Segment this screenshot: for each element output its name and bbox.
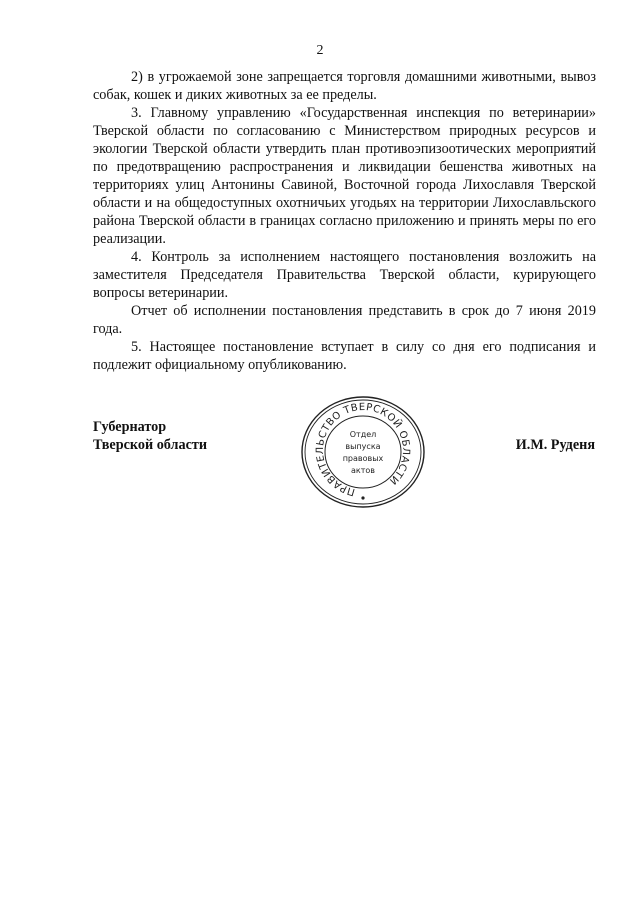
paragraph-report-deadline: Отчет об исполнении постановления представить в срок до 7 июня 2019 года. [93,303,596,337]
document-body [93,68,596,374]
paragraph-item-5: 5. Настоящее постановление вступает в силу со дня его подписания и подлежит официальному опубликованию. [93,339,596,373]
stamp-center-line2: выпуска [345,442,381,451]
paragraph-item-4: 4. Контроль за исполнением настоящего постановления возложить на заместителя Председателя Правительства Тверской области, курирующего вопросы ветеринарии. [93,249,596,301]
stamp-center-line1: Отдел [349,430,377,439]
paragraph-item-2: 2) в угрожаемой зоне запрещается торговля домашними животными, вывоз собак, кошек и диких животных за ее пределы. [93,69,596,103]
signatory-name: И.М. Руденя [515,437,595,453]
official-seal-stamp [299,394,427,510]
stamp-center-line3: правовых [342,454,384,463]
signatory-title-line2: Тверской области [93,437,208,453]
stamp-center-line4: актов [350,466,376,475]
signatory-title-line1: Губернатор [93,419,167,435]
stamp-ring-text: ПРАВИТЕЛЬСТВО ТВЕРСКОЙ ОБЛАСТИ [314,401,412,498]
signatory-title [93,418,207,454]
page-number: 2 [316,43,324,58]
paragraph-item-3: 3. Главному управлению «Государственная инспекция по ветеринарии» Тверской области по согласованию с Министерством природных ресурсов и экологии Тверской области утвердить план противоэпизоотических мероприятий по предотвращению распространения и ликвидации бешенства животных на территориях улиц Антонины Савиной, Восточной города Лихославля Тверской области и на общедоступных охотничьих угодьях на территории Лихославльского района Тверской области в границах согласно приложению и принять меры по его реализации. [93,105,596,247]
